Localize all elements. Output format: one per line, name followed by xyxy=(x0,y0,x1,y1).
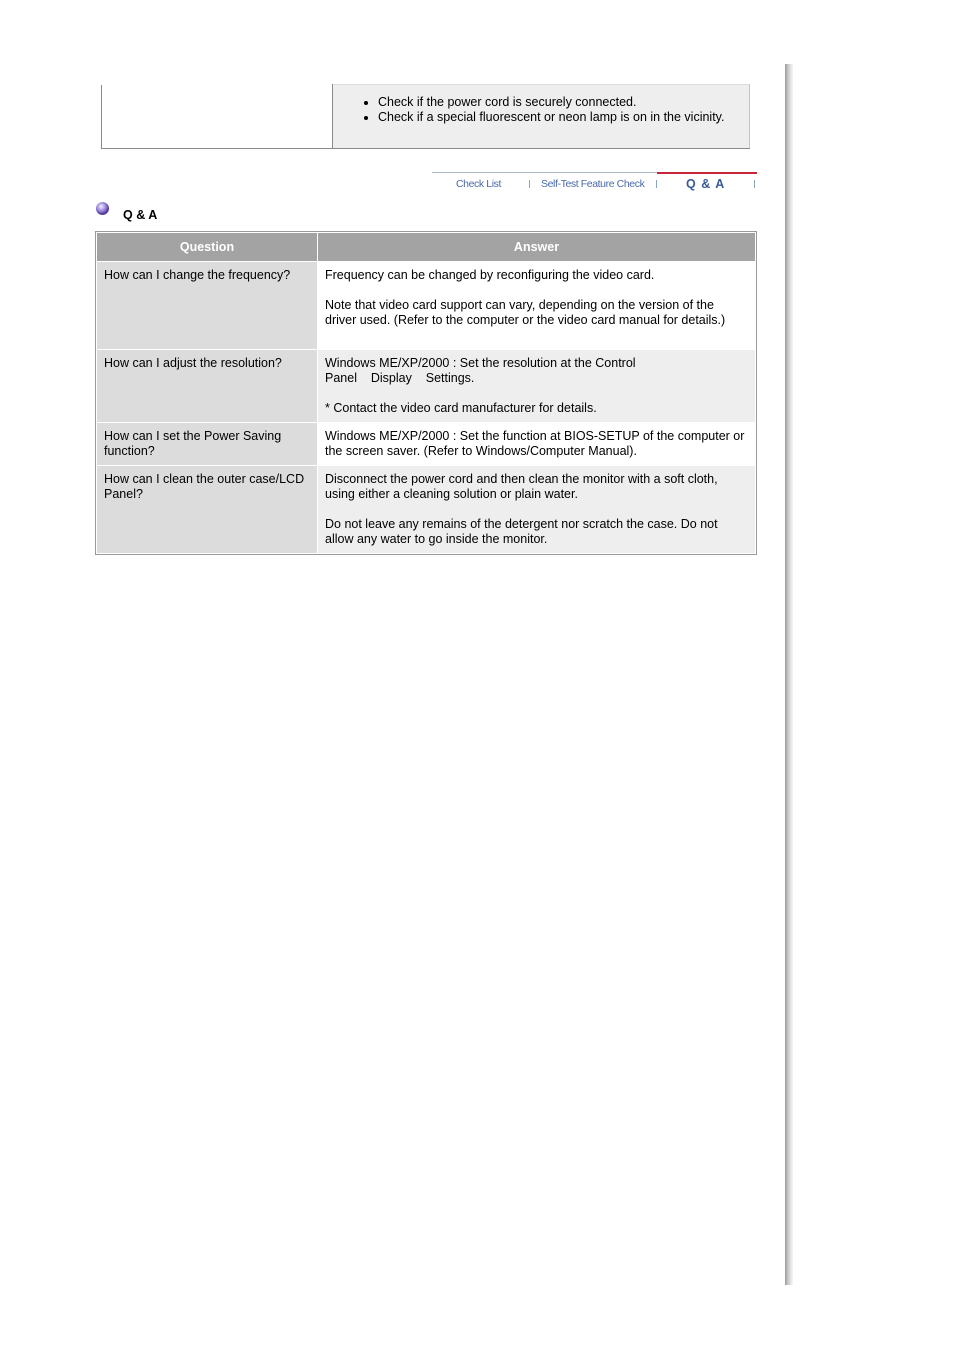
tab-self-test[interactable]: Self-Test Feature Check xyxy=(541,178,645,190)
question-cell: How can I clean the outer case/LCD Panel? xyxy=(97,466,317,553)
table-row xyxy=(97,423,755,465)
question-cell: How can I set the Power Saving function? xyxy=(97,423,317,465)
answer-text: Do not leave any remains of the detergent nor scratch the case. Do not allow any water to go inside the monitor. xyxy=(325,517,718,546)
tab-separator xyxy=(656,180,657,188)
bullet-orb-icon xyxy=(96,202,109,215)
table-header-row xyxy=(97,233,755,261)
section-title: Q & A xyxy=(123,208,158,222)
answer-text: Note that video card support can vary, depending on the version of the driver used. (Refer to the computer or the video card manual for details.) xyxy=(325,298,726,327)
answer-text: * Contact the video card manufacturer for details. xyxy=(325,401,597,415)
page-side-border xyxy=(785,64,793,1285)
remedy-list xyxy=(333,95,749,125)
answer-text: Disconnect the power cord and then clean the monitor with a soft cloth, using either a cleaning solution or plain water. xyxy=(325,472,718,501)
active-tab-indicator xyxy=(657,172,757,174)
list-item: • Check if a special fluorescent or neon lamp is on in the vicinity. xyxy=(378,110,749,125)
answer-cell xyxy=(318,423,755,465)
tab-qa[interactable]: Q & A xyxy=(686,177,726,191)
tab-separator xyxy=(529,180,530,188)
answer-text: Windows ME/XP/2000 : Set the function at BIOS-SETUP of the computer or the screen saver. (Refer to Windows/Computer Manual). xyxy=(325,429,745,458)
remedy-cell xyxy=(333,85,750,149)
answer-cell xyxy=(318,466,755,553)
symptom-cell-empty xyxy=(102,85,333,149)
header-answer: Answer xyxy=(318,233,755,261)
question-cell: How can I change the frequency? xyxy=(97,262,317,349)
qa-table xyxy=(95,231,757,555)
answer-text: Frequency can be changed by reconfiguring the video card. xyxy=(325,268,655,282)
tabs-underline xyxy=(432,172,657,173)
table-row xyxy=(97,350,755,422)
answer-cell xyxy=(318,262,755,349)
tab-check-list[interactable]: Check List xyxy=(456,178,502,190)
question-cell: How can I adjust the resolution? xyxy=(97,350,317,422)
answer-text: Windows ME/XP/2000 : Set the resolution at the Control Panel Display Settings. xyxy=(325,356,640,385)
tab-separator xyxy=(754,180,755,188)
header-question: Question xyxy=(97,233,317,261)
table-row xyxy=(97,262,755,349)
troubleshooting-table-continued xyxy=(101,84,750,149)
table-row xyxy=(97,466,755,553)
answer-cell xyxy=(318,350,755,422)
section-tabs xyxy=(432,172,757,194)
list-item: • Check if the power cord is securely connected. xyxy=(378,95,749,110)
